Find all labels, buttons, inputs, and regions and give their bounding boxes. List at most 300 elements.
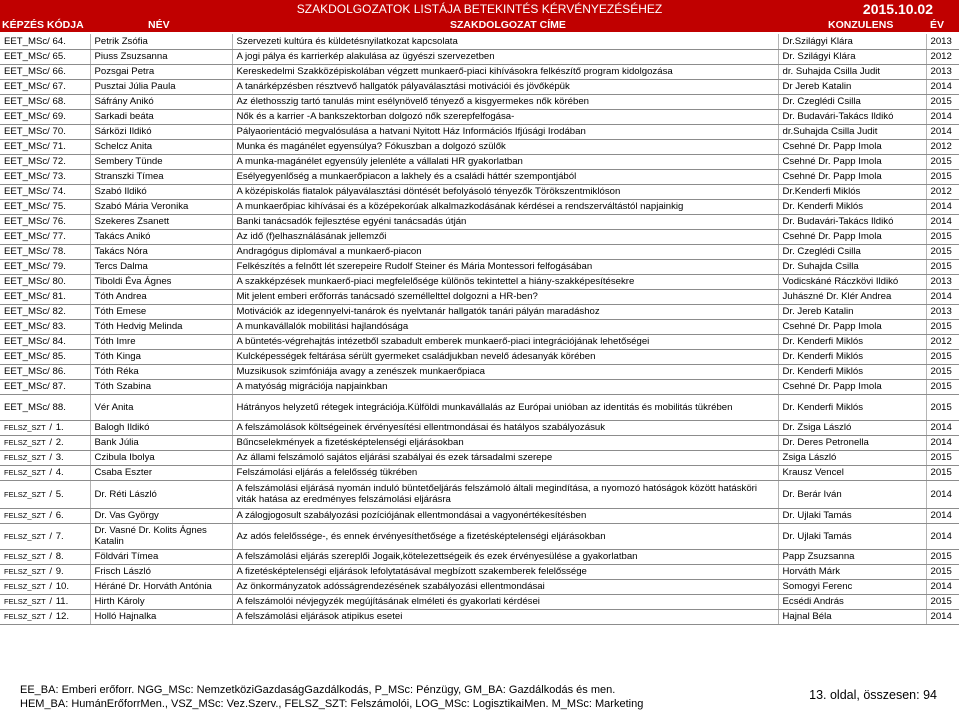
code-prefix: EET_MSc/ bbox=[4, 381, 50, 392]
code-prefix: FELSZ_SZT bbox=[4, 511, 46, 520]
cell-year: 2015 bbox=[926, 465, 959, 480]
cell-advisor: Vodicskáné Ráczkövi Ildikó bbox=[778, 274, 926, 289]
cell-title: Motivációk az idegennyelvi-tanárok és nyelvtanár hallgatók tanári pályán maradáshoz bbox=[232, 304, 778, 319]
cell-advisor: Csehné Dr. Papp Imola bbox=[778, 379, 926, 394]
code-prefix: EET_MSc/ bbox=[4, 216, 50, 227]
cell-code bbox=[0, 594, 90, 609]
code-separator: / bbox=[49, 566, 53, 577]
table-row bbox=[0, 34, 959, 49]
code-prefix: EET_MSc/ bbox=[4, 66, 50, 77]
cell-name: Holló Hajnalka bbox=[90, 609, 232, 624]
cell-name: Stranszki Tímea bbox=[90, 169, 232, 184]
cell-name: Vér Anita bbox=[90, 394, 232, 420]
cell-advisor: Ecsédi András bbox=[778, 594, 926, 609]
cell-advisor: Dr. Ujlaki Tamás bbox=[778, 523, 926, 549]
cell-title: Mit jelent emberi erőforrás tanácsadó személlelttel dolgozni a HR-ben? bbox=[232, 289, 778, 304]
code-prefix: FELSZ_SZT bbox=[4, 423, 46, 432]
table-row bbox=[0, 379, 959, 394]
cell-code bbox=[0, 169, 90, 184]
cell-year: 2014 bbox=[926, 480, 959, 508]
cell-code bbox=[0, 259, 90, 274]
page-info: 13. oldal, összesen: 94 bbox=[809, 688, 937, 702]
code-number: 2. bbox=[55, 437, 64, 448]
cell-code bbox=[0, 319, 90, 334]
cell-year: 2015 bbox=[926, 394, 959, 420]
cell-name: Takács Nóra bbox=[90, 244, 232, 259]
table-row bbox=[0, 289, 959, 304]
cell-year: 2014 bbox=[926, 435, 959, 450]
code-number: 82. bbox=[52, 306, 66, 317]
cell-code bbox=[0, 274, 90, 289]
cell-title: Muzsikusok szimfóniája avagy a zenészek munkaerőpiaca bbox=[232, 364, 778, 379]
code-prefix: EET_MSc/ bbox=[4, 261, 50, 272]
code-number: 76. bbox=[52, 216, 66, 227]
code-separator: / bbox=[49, 422, 53, 433]
table-row bbox=[0, 594, 959, 609]
code-separator: / bbox=[49, 467, 53, 478]
cell-advisor: Dr. Deres Petronella bbox=[778, 435, 926, 450]
cell-year: 2014 bbox=[926, 523, 959, 549]
code-prefix: EET_MSc/ bbox=[4, 51, 50, 62]
cell-advisor: Dr. Ujlaki Tamás bbox=[778, 508, 926, 523]
table-row bbox=[0, 229, 959, 244]
cell-advisor: Dr. Berár Iván bbox=[778, 480, 926, 508]
cell-code bbox=[0, 304, 90, 319]
code-number: 7. bbox=[55, 530, 64, 542]
cell-advisor: Dr. Czeglédi Csilla bbox=[778, 244, 926, 259]
cell-title: A felszámolási eljárás szereplői Jogaik,kötelezettségeik és ezek érvényesülése a gyakorlatban bbox=[232, 549, 778, 564]
code-number: 11. bbox=[55, 596, 69, 607]
code-prefix: FELSZ_SZT bbox=[4, 468, 46, 477]
cell-name: Tóth Imre bbox=[90, 334, 232, 349]
cell-advisor: Csehné Dr. Papp Imola bbox=[778, 229, 926, 244]
footer-legend-line2: HEM_BA: HumánErőforrMen., VSZ_MSc: Vez.Szerv., FELSZ_SZT: Felszámolói, LOG_MSc: LogisztikaiMen. M_MSc: Marketing bbox=[20, 698, 644, 710]
cell-name: Bank Júlia bbox=[90, 435, 232, 450]
code-prefix: EET_MSc/ bbox=[4, 276, 50, 287]
code-number: 85. bbox=[52, 351, 66, 362]
cell-year: 2015 bbox=[926, 364, 959, 379]
cell-year: 2014 bbox=[926, 79, 959, 94]
cell-year: 2015 bbox=[926, 549, 959, 564]
cell-title: A zálogjogosult szabályozási pozíciójának ellentmondásai a vagyonértékesítésben bbox=[232, 508, 778, 523]
cell-code bbox=[0, 435, 90, 450]
cell-code bbox=[0, 549, 90, 564]
table-row bbox=[0, 364, 959, 379]
cell-year: 2015 bbox=[926, 594, 959, 609]
code-prefix: FELSZ_SZT bbox=[4, 582, 46, 591]
cell-title: A felszámolói névjegyzék megújításának elméleti és gyakorlati kérdései bbox=[232, 594, 778, 609]
cell-year: 2015 bbox=[926, 259, 959, 274]
cell-advisor: Krausz Vencel bbox=[778, 465, 926, 480]
cell-year: 2014 bbox=[926, 109, 959, 124]
code-number: 70. bbox=[52, 126, 66, 137]
cell-code bbox=[0, 334, 90, 349]
table-row bbox=[0, 49, 959, 64]
page-title: SZAKDOLGOZATOK LISTÁJA BETEKINTÉS KÉRVÉNYEZÉSÉHEZ bbox=[296, 2, 663, 16]
cell-year: 2015 bbox=[926, 319, 959, 334]
code-prefix: EET_MSc/ bbox=[4, 156, 50, 167]
table-row bbox=[0, 64, 959, 79]
table-row bbox=[0, 480, 959, 508]
code-prefix: FELSZ_SZT bbox=[4, 597, 46, 606]
code-number: 81. bbox=[52, 291, 66, 302]
cell-name: Héráné Dr. Horváth Antónia bbox=[90, 579, 232, 594]
cell-title: A fizetésképtelenségi eljárások lefolytatásával megbízott szakemberek felelőssége bbox=[232, 564, 778, 579]
cell-name: Földvári Tímea bbox=[90, 549, 232, 564]
table-row bbox=[0, 199, 959, 214]
cell-name: Sárközi Ildikó bbox=[90, 124, 232, 139]
cell-name: Hirth Károly bbox=[90, 594, 232, 609]
cell-code bbox=[0, 124, 90, 139]
code-prefix: FELSZ_SZT bbox=[4, 438, 46, 447]
code-prefix: EET_MSc/ bbox=[4, 186, 50, 197]
table-row bbox=[0, 609, 959, 624]
table-row bbox=[0, 274, 959, 289]
table-row bbox=[0, 169, 959, 184]
thesis-table bbox=[0, 34, 959, 625]
cell-year: 2014 bbox=[926, 420, 959, 435]
cell-title: A tanárképzésben résztvevő hallgatók pályaválasztási motivációi és jövőképük bbox=[232, 79, 778, 94]
cell-name: Sembery Tünde bbox=[90, 154, 232, 169]
table-row bbox=[0, 450, 959, 465]
code-number: 77. bbox=[52, 231, 66, 242]
code-number: 75. bbox=[52, 201, 66, 212]
cell-title: Szervezeti kultúra és küldetésnyilatkozat kapcsolata bbox=[232, 34, 778, 49]
cell-year: 2013 bbox=[926, 64, 959, 79]
cell-advisor: Juhászné Dr. Klér Andrea bbox=[778, 289, 926, 304]
cell-advisor: Dr. Suhajda Csilla bbox=[778, 259, 926, 274]
code-prefix: EET_MSc/ bbox=[4, 351, 50, 362]
cell-code bbox=[0, 49, 90, 64]
cell-name: Sáfrány Anikó bbox=[90, 94, 232, 109]
cell-title: A középiskolás fiatalok pályaválasztási döntését befolyásoló tényezők Törökszentmiklóson bbox=[232, 184, 778, 199]
cell-title: A szakképzések munkaerő-piaci megfelelősége különös tekintettel a hiány-szakképesítésekre bbox=[232, 274, 778, 289]
cell-year: 2014 bbox=[926, 124, 959, 139]
column-header-name: NÉV bbox=[148, 19, 170, 31]
code-prefix: EET_MSc/ bbox=[4, 321, 50, 332]
cell-name: Dr. Réti László bbox=[90, 480, 232, 508]
table-row bbox=[0, 523, 959, 549]
code-number: 83. bbox=[52, 321, 66, 332]
cell-code bbox=[0, 465, 90, 480]
cell-title: Hátrányos helyzetű rétegek integrációja.Külföldi munkavállalás az Európai unióban az identitás és mobilitás tükrében bbox=[232, 394, 778, 420]
cell-advisor: Hajnal Béla bbox=[778, 609, 926, 624]
cell-year: 2013 bbox=[926, 274, 959, 289]
table-row bbox=[0, 214, 959, 229]
cell-name: Dr. Vasné Dr. Kolits Ágnes Katalin bbox=[90, 523, 232, 549]
cell-advisor: Csehné Dr. Papp Imola bbox=[778, 169, 926, 184]
code-number: 66. bbox=[52, 66, 66, 77]
table-row bbox=[0, 579, 959, 594]
cell-year: 2012 bbox=[926, 139, 959, 154]
cell-advisor: Dr. Kenderfi Miklós bbox=[778, 349, 926, 364]
cell-name: Balogh Ildikó bbox=[90, 420, 232, 435]
table-row bbox=[0, 184, 959, 199]
cell-name: Szabó Ildikó bbox=[90, 184, 232, 199]
cell-code bbox=[0, 94, 90, 109]
code-number: 71. bbox=[52, 141, 66, 152]
cell-name: Petrik Zsófia bbox=[90, 34, 232, 49]
cell-name: Frisch László bbox=[90, 564, 232, 579]
cell-advisor: dr.Suhajda Csilla Judit bbox=[778, 124, 926, 139]
cell-title: Az önkormányzatok adósságrendezésének szabályozási ellentmondásai bbox=[232, 579, 778, 594]
cell-year: 2015 bbox=[926, 450, 959, 465]
cell-title: Esélyegyenlőség a munkaerőpiacon a lakhely és a családi háttér szempontjából bbox=[232, 169, 778, 184]
cell-year: 2015 bbox=[926, 564, 959, 579]
table-row bbox=[0, 304, 959, 319]
table-row bbox=[0, 79, 959, 94]
cell-name: Csaba Eszter bbox=[90, 465, 232, 480]
code-separator: / bbox=[49, 488, 53, 500]
cell-year: 2015 bbox=[926, 169, 959, 184]
code-number: 65. bbox=[52, 51, 66, 62]
cell-title: Az állami felszámoló sajátos eljárási szabályai és ezek társadalmi szerepe bbox=[232, 450, 778, 465]
cell-title: Bűncselekmények a fizetésképtelenségi eljárásokban bbox=[232, 435, 778, 450]
table-row bbox=[0, 394, 959, 420]
code-number: 72. bbox=[52, 156, 66, 167]
code-number: 9. bbox=[55, 566, 64, 577]
cell-advisor: dr. Suhajda Csilla Judit bbox=[778, 64, 926, 79]
cell-name: Tóth Hedvig Melinda bbox=[90, 319, 232, 334]
cell-code bbox=[0, 34, 90, 49]
cell-code bbox=[0, 109, 90, 124]
table-row bbox=[0, 124, 959, 139]
code-separator: / bbox=[49, 510, 53, 521]
cell-name: Szabó Mária Veronika bbox=[90, 199, 232, 214]
code-separator: / bbox=[49, 437, 53, 448]
cell-advisor: Horváth Márk bbox=[778, 564, 926, 579]
cell-title: Az adós felelőssége-, és ennek érvényesíthetősége a fizetésképtelenségi eljárásokban bbox=[232, 523, 778, 549]
cell-advisor: Dr. Szilágyi Klára bbox=[778, 49, 926, 64]
cell-title: A felszámolási eljárások atipikus esetei bbox=[232, 609, 778, 624]
code-prefix: FELSZ_SZT bbox=[4, 612, 46, 621]
cell-advisor: Dr. Kenderfi Miklós bbox=[778, 364, 926, 379]
code-prefix: EET_MSc/ bbox=[4, 96, 50, 107]
code-number: 68. bbox=[52, 96, 66, 107]
code-number: 73. bbox=[52, 171, 66, 182]
code-number: 10. bbox=[55, 581, 70, 592]
cell-code bbox=[0, 420, 90, 435]
cell-code bbox=[0, 214, 90, 229]
code-prefix: EET_MSc/ bbox=[4, 171, 50, 182]
cell-advisor: Papp Zsuzsanna bbox=[778, 549, 926, 564]
header-bar bbox=[0, 0, 959, 19]
code-separator: / bbox=[49, 596, 53, 607]
cell-year: 2012 bbox=[926, 184, 959, 199]
cell-name: Takács Anikó bbox=[90, 229, 232, 244]
cell-name: Tóth Andrea bbox=[90, 289, 232, 304]
cell-year: 2014 bbox=[926, 214, 959, 229]
cell-year: 2015 bbox=[926, 154, 959, 169]
code-number: 3. bbox=[55, 452, 64, 463]
code-prefix: EET_MSc/ bbox=[4, 111, 50, 122]
cell-name: Tóth Réka bbox=[90, 364, 232, 379]
cell-name: Tóth Emese bbox=[90, 304, 232, 319]
code-number: 80. bbox=[52, 276, 66, 287]
cell-year: 2014 bbox=[926, 609, 959, 624]
cell-code bbox=[0, 609, 90, 624]
cell-code bbox=[0, 64, 90, 79]
code-number: 74. bbox=[52, 186, 66, 197]
cell-title: Felkészítés a felnőtt lét szerepeire Rudolf Steiner és Mária Montessori felfogásában bbox=[232, 259, 778, 274]
code-prefix: EET_MSc/ bbox=[4, 141, 50, 152]
table-row bbox=[0, 94, 959, 109]
cell-advisor: Csehné Dr. Papp Imola bbox=[778, 139, 926, 154]
code-number: 8. bbox=[55, 551, 64, 562]
code-separator: / bbox=[49, 530, 53, 542]
cell-advisor: Dr. Kenderfi Miklós bbox=[778, 394, 926, 420]
cell-name: Czibula Ibolya bbox=[90, 450, 232, 465]
footer-legend-line1: EE_BA: Emberi erőforr. NGG_MSc: NemzetköziGazdaságGazdálkodás, P_MSc: Pénzügy, GM_BA: Gazdálkodás és men. bbox=[20, 684, 616, 696]
code-prefix: FELSZ_SZT bbox=[4, 567, 46, 576]
code-prefix: EET_MSc/ bbox=[4, 81, 50, 92]
cell-name: Piuss Zsuzsanna bbox=[90, 49, 232, 64]
cell-code bbox=[0, 379, 90, 394]
table-row bbox=[0, 465, 959, 480]
cell-year: 2015 bbox=[926, 94, 959, 109]
cell-advisor: Dr. Kenderfi Miklós bbox=[778, 199, 926, 214]
cell-name: Szekeres Zsanett bbox=[90, 214, 232, 229]
cell-name: Tercs Dalma bbox=[90, 259, 232, 274]
cell-title: Munka és magánélet egyensúlya? Fókuszban a dolgozó szülők bbox=[232, 139, 778, 154]
table-row bbox=[0, 564, 959, 579]
column-header-advisor: KONZULENS bbox=[828, 19, 894, 31]
cell-title: A munkaerőpiac kihívásai és a középekorúak alkalmazkodásának kérdései a rendszerváltástól napjainkig bbox=[232, 199, 778, 214]
cell-advisor: Dr. Jereb Katalin bbox=[778, 304, 926, 319]
cell-year: 2014 bbox=[926, 289, 959, 304]
code-prefix: EET_MSc/ bbox=[4, 126, 50, 137]
code-prefix: EET_MSc/ bbox=[4, 231, 50, 242]
cell-code bbox=[0, 579, 90, 594]
cell-advisor: Dr.Kenderfi Miklós bbox=[778, 184, 926, 199]
cell-title: Andragógus diplomával a munkaerő-piacon bbox=[232, 244, 778, 259]
table-row bbox=[0, 508, 959, 523]
cell-name: Dr. Vas György bbox=[90, 508, 232, 523]
cell-code bbox=[0, 199, 90, 214]
cell-code bbox=[0, 154, 90, 169]
cell-year: 2014 bbox=[926, 579, 959, 594]
cell-title: A munka-magánélet egyensúly jelenléte a vállalati HR gyakorlatban bbox=[232, 154, 778, 169]
column-header-year: ÉV bbox=[930, 19, 945, 31]
table-row bbox=[0, 139, 959, 154]
code-prefix: EET_MSc/ bbox=[4, 401, 50, 413]
cell-code bbox=[0, 349, 90, 364]
code-number: 1. bbox=[55, 422, 64, 433]
cell-code bbox=[0, 394, 90, 420]
code-number: 12. bbox=[55, 611, 70, 622]
cell-name: Tóth Kinga bbox=[90, 349, 232, 364]
cell-year: 2015 bbox=[926, 229, 959, 244]
cell-title: A jogi pálya és karrierkép alakulása az ügyészi szervezetben bbox=[232, 49, 778, 64]
code-number: 88. bbox=[52, 401, 66, 413]
cell-advisor: Dr. Budavári-Takács Ildikó bbox=[778, 109, 926, 124]
table-row bbox=[0, 154, 959, 169]
cell-title: Pályaorientáció megvalósulása a hatvani Nyitott Ház Információs Ifjúsági Irodában bbox=[232, 124, 778, 139]
cell-code bbox=[0, 480, 90, 508]
code-number: 64. bbox=[52, 35, 66, 47]
cell-advisor: Csehné Dr. Papp Imola bbox=[778, 319, 926, 334]
code-prefix: EET_MSc/ bbox=[4, 366, 50, 377]
code-number: 79. bbox=[52, 261, 66, 272]
cell-name: Pozsgai Petra bbox=[90, 64, 232, 79]
cell-title: Felszámolási eljárás a felelősség tükrében bbox=[232, 465, 778, 480]
cell-advisor: Dr. Zsiga László bbox=[778, 420, 926, 435]
page-date: 2015.10.02 bbox=[862, 1, 933, 17]
cell-name: Pusztai Júlia Paula bbox=[90, 79, 232, 94]
cell-advisor: Zsiga László bbox=[778, 450, 926, 465]
cell-code bbox=[0, 229, 90, 244]
code-number: 67. bbox=[52, 81, 66, 92]
cell-year: 2015 bbox=[926, 244, 959, 259]
cell-title: A matyóság migrációja napjainkban bbox=[232, 379, 778, 394]
code-prefix: FELSZ_SZT bbox=[4, 453, 46, 462]
cell-year: 2012 bbox=[926, 49, 959, 64]
code-prefix: EET_MSc/ bbox=[4, 306, 50, 317]
cell-title: A felszámolások költségeinek érvényesítési ellentmondásai és hatályos szabályozásuk bbox=[232, 420, 778, 435]
cell-title: Kulcképességek feltárása sérült gyermeket családjukban nevelő ádesanyák körében bbox=[232, 349, 778, 364]
code-number: 4. bbox=[55, 467, 64, 478]
cell-name: Tiboldi Éva Ágnes bbox=[90, 274, 232, 289]
cell-title: Kereskedelmi Szakközépiskolában végzett munkaerő-piaci kihívásokra felkészítő program kidolgozása bbox=[232, 64, 778, 79]
cell-advisor: Somogyi Ferenc bbox=[778, 579, 926, 594]
cell-title: A büntetés-végrehajtás intézetből szabadult emberek munkaerő-piaci integrációjának lehetőségei bbox=[232, 334, 778, 349]
cell-advisor: Dr. Kenderfi Miklós bbox=[778, 334, 926, 349]
code-number: 84. bbox=[52, 336, 66, 347]
code-number: 78. bbox=[52, 246, 66, 257]
code-prefix: EET_MSc/ bbox=[4, 336, 50, 347]
cell-code bbox=[0, 450, 90, 465]
column-header-code: KÉPZÉS KÓDJA bbox=[2, 19, 84, 31]
thesis-table-body bbox=[0, 34, 959, 624]
table-row bbox=[0, 244, 959, 259]
cell-title: Az élethosszig tartó tanulás mint esélynövelő tényező a kisgyermekes nők körében bbox=[232, 94, 778, 109]
cell-year: 2014 bbox=[926, 199, 959, 214]
cell-name: Tóth Szabina bbox=[90, 379, 232, 394]
table-row bbox=[0, 420, 959, 435]
table-row bbox=[0, 109, 959, 124]
code-prefix: EET_MSc/ bbox=[4, 35, 50, 47]
code-number: 86. bbox=[52, 366, 66, 377]
cell-code bbox=[0, 508, 90, 523]
code-prefix: EET_MSc/ bbox=[4, 201, 50, 212]
cell-year: 2015 bbox=[926, 379, 959, 394]
cell-code bbox=[0, 289, 90, 304]
code-number: 87. bbox=[52, 381, 66, 392]
cell-advisor: Csehné Dr. Papp Imola bbox=[778, 154, 926, 169]
cell-code bbox=[0, 564, 90, 579]
cell-code bbox=[0, 364, 90, 379]
cell-year: 2012 bbox=[926, 334, 959, 349]
code-number: 69. bbox=[52, 111, 66, 122]
cell-title: Az idő (f)elhasználásának jellemzői bbox=[232, 229, 778, 244]
cell-year: 2013 bbox=[926, 304, 959, 319]
cell-title: A munkavállalók mobilitási hajlandósága bbox=[232, 319, 778, 334]
code-prefix: FELSZ_SZT bbox=[4, 531, 46, 541]
code-prefix: FELSZ_SZT bbox=[4, 552, 46, 561]
code-prefix: EET_MSc/ bbox=[4, 246, 50, 257]
table-row bbox=[0, 334, 959, 349]
cell-title: Nők és a karrier -A bankszektorban dolgozó nők szerepfelfogása- bbox=[232, 109, 778, 124]
code-prefix: EET_MSc/ bbox=[4, 291, 50, 302]
cell-advisor: Dr. Budavári-Takács Ildikó bbox=[778, 214, 926, 229]
table-row bbox=[0, 259, 959, 274]
cell-code bbox=[0, 79, 90, 94]
code-separator: / bbox=[49, 452, 53, 463]
table-row bbox=[0, 349, 959, 364]
cell-code bbox=[0, 244, 90, 259]
code-number: 6. bbox=[55, 510, 64, 521]
cell-title: A felszámolási eljárásá nyomán induló büntetőeljárás felszámoló általi megindítása, a nyomozó hatóságok között hatásköri viták hatása az eredményes felszámolási eljárásra bbox=[232, 480, 778, 508]
